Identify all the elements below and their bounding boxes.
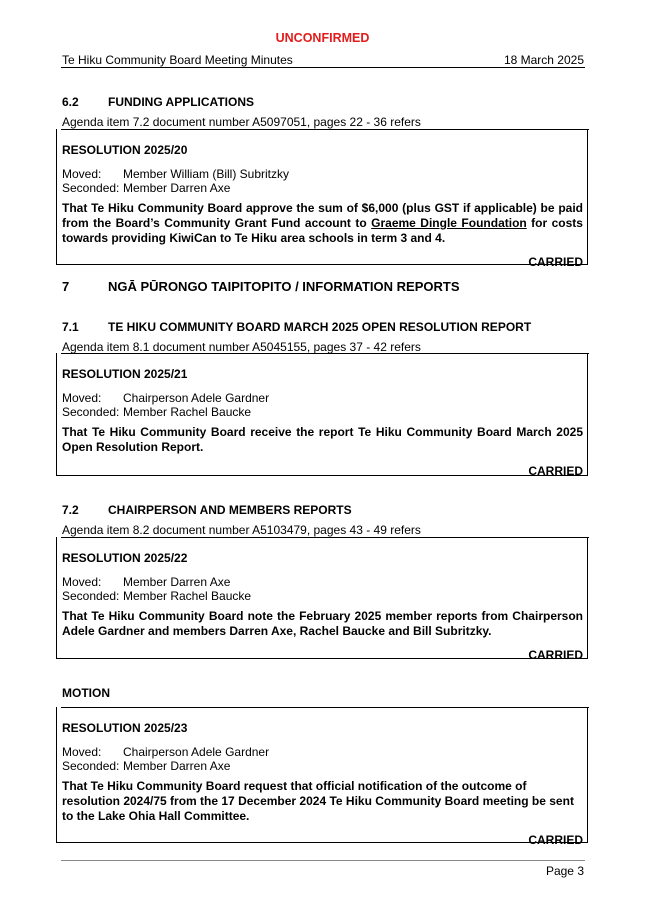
mover-block xyxy=(62,391,583,419)
mover-block xyxy=(62,745,583,773)
seconded-label: Seconded: xyxy=(62,405,120,419)
section-number: 7.1 xyxy=(62,320,79,334)
resolution-number: RESOLUTION 2025/20 xyxy=(62,143,188,157)
mover-block xyxy=(62,167,583,195)
moved-by: Chairperson Adele Gardner xyxy=(123,745,270,759)
seconded-label: Seconded: xyxy=(62,759,120,773)
carried-label: CARRIED xyxy=(528,648,583,662)
resolution-number: RESOLUTION 2025/21 xyxy=(62,367,188,381)
agenda-reference: Agenda item 7.2 document number A5097051, pages 22 - 36 refers xyxy=(62,115,421,129)
moved-by: Member Darren Axe xyxy=(123,575,231,589)
moved-label: Moved: xyxy=(62,745,102,759)
moved-by: Chairperson Adele Gardner xyxy=(123,391,270,405)
section-number: 6.2 xyxy=(62,95,79,109)
carried-label: CARRIED xyxy=(528,833,583,847)
moved-label: Moved: xyxy=(62,575,102,589)
section-title: CHAIRPERSON AND MEMBERS REPORTS xyxy=(108,503,352,517)
section-title: NGĀ PŪRONGO TAIPITOPITO / INFORMATION REPORTS xyxy=(108,279,460,294)
agenda-reference: Agenda item 8.2 document number A5103479, pages 43 - 49 refers xyxy=(62,523,421,537)
resolution-text: That Te Hiku Community Board receive the report Te Hiku Community Board March 2025 Open Resolution Report. xyxy=(62,425,583,454)
resolution-box xyxy=(56,353,588,476)
section-number: 7 xyxy=(62,279,70,294)
seconded-by: Member Rachel Baucke xyxy=(123,589,252,603)
resolution-text: That Te Hiku Community Board approve the sum of $6,000 (plus GST if applicable) be paid from the Board’s Community Grant Fund account to Graeme Dingle Foundation for costs towards providing KiwiCan to Te Hiku area schools in term 3 and 4. xyxy=(62,201,583,245)
moved-by: Member William (Bill) Subritzky xyxy=(123,167,290,181)
resolution-box xyxy=(56,129,588,269)
resolution-box xyxy=(56,537,588,662)
moved-label: Moved: xyxy=(62,391,102,405)
carried-label: CARRIED xyxy=(528,255,583,269)
seconded-by: Member Darren Axe xyxy=(123,759,231,773)
seconded-label: Seconded: xyxy=(62,589,120,603)
page-number: Page 3 xyxy=(545,864,584,878)
seconded-label: Seconded: xyxy=(62,181,120,195)
resolution-text: That Te Hiku Community Board note the February 2025 member reports from Chairperson Adele Gardner and members Darren Axe, Rachel Baucke and Bill Subritzky. xyxy=(62,609,583,638)
footer-divider xyxy=(61,860,585,861)
motion-heading: MOTION xyxy=(62,686,110,700)
agenda-reference: Agenda item 8.1 document number A5045155, pages 37 - 42 refers xyxy=(62,340,421,354)
section-title: TE HIKU COMMUNITY BOARD MARCH 2025 OPEN RESOLUTION REPORT xyxy=(108,320,532,334)
resolution-box xyxy=(56,707,588,847)
moved-label: Moved: xyxy=(62,167,102,181)
seconded-by: Member Darren Axe xyxy=(123,181,231,195)
resolution-number: RESOLUTION 2025/22 xyxy=(62,551,188,565)
section-title: FUNDING APPLICATIONS xyxy=(108,95,254,109)
foundation-link[interactable]: Graeme Dingle Foundation xyxy=(371,216,527,230)
resolution-number: RESOLUTION 2025/23 xyxy=(62,721,188,735)
header-divider xyxy=(61,67,585,68)
meeting-date: 18 March 2025 xyxy=(503,53,584,67)
document-title: Te Hiku Community Board Meeting Minutes xyxy=(62,53,293,67)
section-number: 7.2 xyxy=(62,503,79,517)
mover-block xyxy=(62,575,583,603)
carried-label: CARRIED xyxy=(528,464,583,478)
unconfirmed-stamp: UNCONFIRMED xyxy=(275,31,370,45)
resolution-text: That Te Hiku Community Board request that official notification of the outcome of resolution 2024/75 from the 17 December 2024 Te Hiku Community Board meeting be sent to the Lake Ohia Hall Committee. xyxy=(62,779,574,823)
seconded-by: Member Rachel Baucke xyxy=(123,405,252,419)
